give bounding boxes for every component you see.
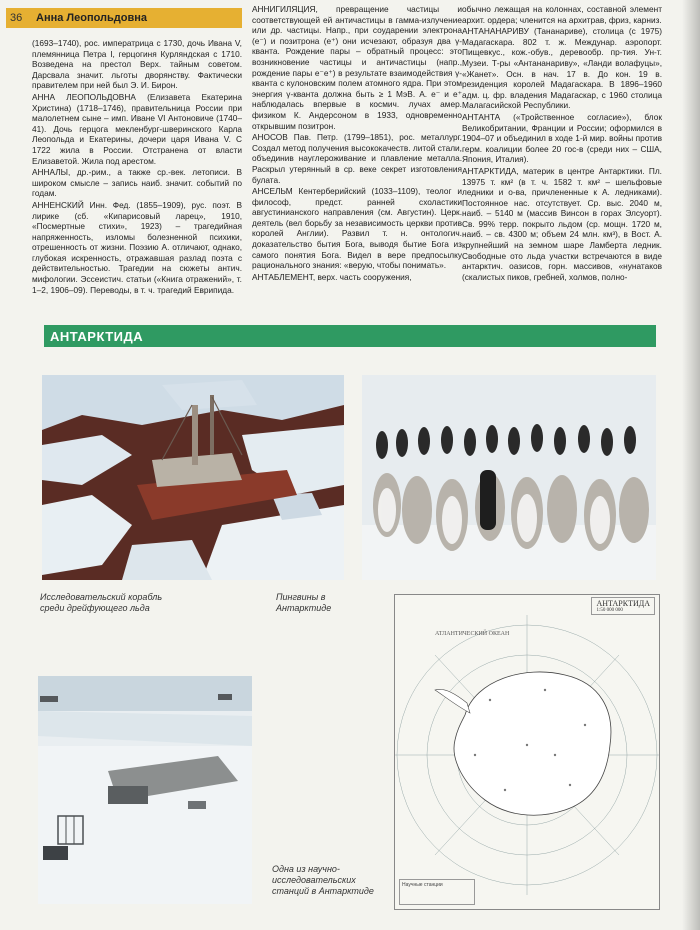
text-column-2 [252, 4, 462, 283]
map-title-box [591, 597, 655, 615]
entry-entente: АНТАНТА («Тройственное согласие»), блок Великобритании, Франции и России; оформился в 1904–07 и объединил в ходе 1-й мир. войны против герм. коалиции более 20 гос-в (среди них – США, Япония, Италия). [462, 111, 662, 165]
entry-entablature-cont: обычно лежащая на колоннах, составной элемент архит. ордера; членится на архитрав, фриз, карниз. [462, 4, 662, 25]
caption-ship: Исследовательский корабль среди дрейфующего льда [40, 592, 163, 613]
entry-antarctica: АНТАРКТИДА, материк в центре Антарктики. Пл. 13975 т. км² (в т. ч. 1582 т. км² – шельфовые ледники и о-ва, причлененные к А. ледниками). Постоянное нас. отсутствует. Ср. выс. 2040 м, наиб. – 5140 м (массив Винсон в горах Элсуорт). Св. 99% терр. покрыто льдом (ср. мощн. 1720 м, наиб. – св. 4300 м; объем 24 млн. км³), в Вост. А. крупнейший на земном шаре Ламберта ледник. Свободные ото льда участки встречаются в виде антарктич. оазисов, горн. массивов, «нунатаков (скалистых пиков, гребней, холмов, полно- [462, 165, 662, 282]
entry-anselm: АНСЕЛЬМ Кентерберийский (1033–1109), теолог и философ, предст. ранней схоластики августинианского направления (см. Августин). Церк. деятель (вел борьбу за независимость церкви против королей Англии). Развил т. н. онтологич. доказательство бытия Бога, выводя бытие Бога из самого понятия Бога. Видел в вере предпосылку рационального знания: «верую, чтобы понимать». [252, 186, 462, 271]
running-header [6, 8, 242, 28]
section-band [44, 325, 656, 347]
entry-anna-leopoldovna: АННА ЛЕОПОЛЬДОВНА (Елизавета Екатерина Христина) (1718–1746), правительница России при малолетнем сыне – имп. Иване VI Антоновиче (1740–41). Дочь герцога мекленбург-шверинского Карла Леопольда и Екатерины, дочери царя Ивана V. С 1722 жила в России. Отстранена от власти Елизаветой. Жила под арестом. [32, 91, 242, 166]
entry-anna-ivanovna: (1693–1740), рос. императрица с 1730, дочь Ивана V, племянница Петра I, герцогиня Курляндская с 1710. Возведена на престол Верх. тайным советом. Дарсвала значит. льготы дворянству. Фактически правителем при ней был Э. И. Бирон. [32, 38, 242, 91]
map-ocean-label: АТЛАНТИЧЕСКИЙ ОКЕАН [435, 631, 510, 637]
caption-penguins: Пингвины в Антарктиде [276, 592, 332, 613]
caption-station: Одна из научно-исследовательских станций в Антарктиде [272, 864, 374, 896]
text-column-1 [32, 38, 242, 296]
antarctica-map [394, 594, 660, 910]
text-column-3 [462, 4, 662, 283]
antarctica-map-graphic [395, 595, 659, 909]
penguins-photo [362, 375, 656, 580]
station-photo [38, 676, 252, 904]
entry-annihilation: АННИГИЛЯЦИЯ, превращение частицы и соответствующей ей античастицы в гамма-излучение или др. частицы. Напр., при соударении электрона (e⁻) и позитрона (e⁺) они исчезают, образуя два γ-кванта. Рождение пары – обратный процесс: это возникновение частицы и античастицы (напр., рождение пары e⁻e⁺) в результате взаимодействия γ-кванта с кулоновским полем атомного ядра. При этом энергия γ-кванта должна быть ≥ 1 МэВ. А. e⁻ и e⁺ наблюдалась впервые в космич. лучах амер. физиком К. Андерсоном в 1933, одновременно открывшим позитрон. [252, 4, 462, 131]
entry-annaly: АННАЛЫ, др.-рим., а также ср.-век. летописи. В широком смысле – запись наиб. значит. событий по годам. [32, 167, 242, 199]
entry-anosov: АНОСОВ Пав. Петр. (1799–1851), рос. металлург. Создал метод получения высококачеств. литой стали, объединив науглероживание и плавление металла. Раскрыл утерянный в ср. веке секрет изготовления булата. [252, 132, 462, 185]
map-title: АНТАРКТИДА [596, 599, 650, 608]
ship-photo [42, 375, 344, 580]
page-number: 36 [10, 12, 23, 24]
running-title: Анна Леопольдовна [36, 12, 148, 24]
section-title: АНТАРКТИДА [50, 328, 144, 344]
entry-annensky: АННЕНСКИЙ Инн. Фед. (1855–1909), рус. поэт. В лирике (сб. «Кипарисовый ларец», 1910, «Посмертные стихи», 1923) – трагедийная напряженность, изломы болезненной психики, отрешенность от жизни. Поэзию А. отличают, однако, глубокая искренность, отражавшая разлад поэта с действительностью. Трагедии на сюжеты антич. мифологии. Эссеистич. статьи («Книга отражений», т. 1–2, 1906–09). Переводы, в т. ч. трагедий Еврипида. [32, 199, 242, 295]
entry-entablature: АНТАБЛЕМЕНТ, верх. часть сооружения, [252, 271, 412, 282]
map-legend: Научные станции [399, 879, 475, 905]
entry-antananarivo: АНТАНАНАРИВУ (Тананариве), столица (с 1975) Мадагаскара. 802 т. ж. Междунар. аэропорт. Пищевкус., кож.-обув., деревообр. пр-тия. Ун-т. Музеи. Т-ры «Антананариву», «Ланди волафуцы», «Жанет». Осн. в нач. 17 в. До кон. 19 в. резиденция королей Мадагаскара. В 1896–1960 адм. ц. фр. владения Мадагаскар, с 1960 столица Малагасийской Республики. [462, 26, 662, 111]
map-scale: 1:50 000 000 [596, 608, 623, 613]
